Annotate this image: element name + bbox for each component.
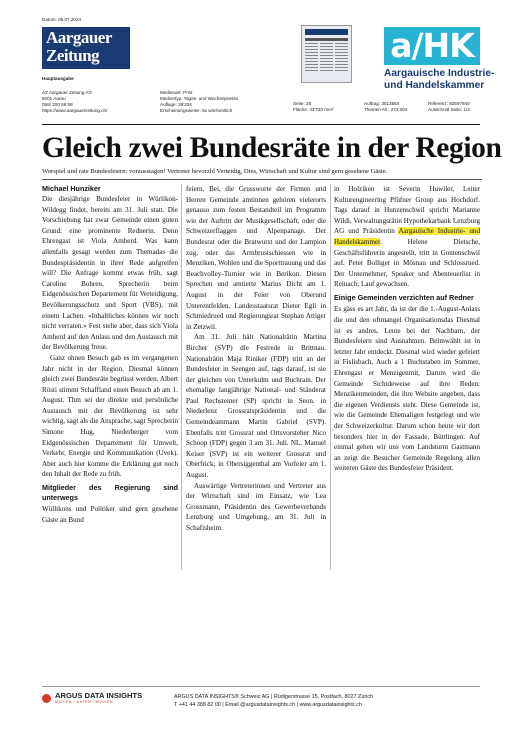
footer-address: ARGUS DATA INSIGHTS® Schweiz AG | Rüdigerstrasse 15, Postfach, 8027 Zürich — [174, 694, 374, 700]
ihk-name-line-2: und Handelskammer — [384, 80, 485, 91]
column-rule — [330, 184, 331, 570]
medium-info — [160, 90, 238, 114]
medium-line: Erscheinungsweise: 6x wöchentlich — [160, 108, 233, 113]
paragraph: Am 31. Juli hält Nationalrätin Martina Bircher (SVP) die Festrede in Brittnau. Nationalrätin Maja Riniker (FDP) tritt an der Bundesfeier in Seengen auf, tags darauf, ist sie der gleichen von Unterkulm und Buchrain. Der ehemalige langjährige National- und Ständerat Paul Rechsteiner (SP) spricht in Seon. in Niederlenz Grossratspräsidentin und die Gemeindeammann Martin Gabriel (SVP). Ebenfalls tritt Grossrat und Ortsvorsteher Nico Schoop (FDP) gegen 3 am 31. Juli. NL. Manuel Keiser (SVP) ist ein weiterer Grossrat und Oberfrick; in Obersiggenthal am Vorfeier am 1. August. — [186, 333, 326, 480]
seite-line: Seite: 25 — [293, 101, 312, 106]
paragraph-text: in Holziken ist Severin Huwiler, Leiter Kulturengineering Pfüfner Group aus Hochdorf. Tags darauf in Hunzenschwil spricht Marianne Wildi, Verwaltungsrätin Hypothekarbank Lenzburg AG und Präsidentin — [334, 185, 480, 236]
article-lead: Worspiel und rate Bundesfeiern: vorausstagen! Vertreter bevorzhl Verteidig, Dies, Wirtschaft und Kultur sind gern gesehene Gäste. — [42, 168, 388, 175]
paragraph: Wüllikons und Politiker sind gern gesehene Gäste an Bund — [42, 505, 178, 524]
argus-logo — [42, 692, 142, 705]
datum-label: Datum: 05.07.2024 — [42, 17, 82, 22]
auftrag-line: Auftrag: 3013554 — [364, 101, 400, 106]
address-line: 5001 Aarau — [42, 96, 66, 101]
paragraph: Es gäss es art Jahr, da ist der die 1.-August-Anlass die und den oftmangel Organisationsdas Diesmal ist es andres. Leute bei der Nachbarn, der Bundesfeiern sind Ausnahmen. Beimwählt ist in letzter Jahr entdeckt. Diesmal wird wieder gefeiert in Fislisbach, Auch a 1 Buchstaben im Sommer, Ehrengast er Menzigenmit, Darum wird die Gemeinde Sichtdeweise auf ihre Reden: Menzikenmeinden, die ihre Website angeben, dass die eigenen Verdiensts steht. Diese Gemeinde ist, wie die Gemeinde Ehemaligen festgelegt und wie der Schweizerkultur. Darum schon heute wir dort besonders hier in der Fassade, Büttlingen. Auf einmal gehen wir uns vom Landsturm Gastmann an zeigt die Besucher Gemeinde Regelung allen weiteren Gäste des Bundesfeier Präsident. — [334, 305, 480, 473]
ihk-name-line-1: Aargauische Industrie- — [384, 68, 495, 79]
argus-brand: ARGUS DATA INSIGHTS — [55, 691, 143, 700]
medium-line: Medienart: Print — [160, 90, 193, 95]
article-column-3 — [334, 184, 480, 572]
address-line: 058/ 200 58 58 — [42, 102, 73, 107]
logo-line-2: Zeitung — [46, 46, 100, 65]
publisher-address — [42, 90, 107, 114]
article-column-2 — [186, 184, 326, 572]
auftrag-info — [364, 101, 407, 113]
argus-mark-icon — [42, 694, 51, 703]
paragraph: Auswärtige Vertreterinnen und Vertreter aus der Wirtschaft sind im Einsatz, wie Lea Grossmann, Präsidentin des Gewerbeverbands Lenzburg und Umgebung, am 31. Juli in Schafisheim. — [186, 481, 326, 532]
themen-line: Themen-Nr.: 272.003 — [364, 107, 408, 112]
referenz-line: Referenz: 92597840 — [428, 101, 470, 106]
article-column-1 — [42, 184, 178, 574]
highlighted-ihk-mention: Aargauische Industrie- und Handelskammer — [334, 227, 480, 246]
paragraph: Ganz ohnen Besuch gab es im vergangenen Jahr nicht in der Region. Diesmal können gleich zwei Bundesräte begrüsst werden. Albert Rösti stimmt Schaffland einen Besuch ab am 1. August. Thm sei der direkte und persönliche Austausch mit der Bevölkerung ist sehr wichtig, sagt als die Ansprache, sagt Sprecherin Simone Hug, Niederberger vom Eidgenössischen Departement für Umwelt, Verkehr, Energie und Kommunikation (Uvek). Aber auch hier komme die Erklärung gut noch den Inhalt der Rede zu früh. — [42, 353, 178, 479]
page-thumbnail — [301, 25, 352, 83]
logo-line-1: Aargauer — [46, 28, 112, 47]
medium-line: Auflage: 39'334 — [160, 102, 192, 107]
flaeche-line: Fläche: 43'733 mm² — [293, 107, 334, 112]
address-url[interactable]: https://www.aargauerzeitung.ch/ — [42, 108, 108, 113]
footer-contact-line[interactable]: T +41 44 388 82 00 | Email @argusdatainsights.ch | www.argusdatainsights.ch — [174, 702, 362, 708]
argus-wordmark — [55, 692, 142, 705]
article-headline: Gleich zwei Bundesräte in der Region — [42, 132, 502, 164]
ausschnitt-line: Ausschnitt Seite: 1/2 — [428, 107, 470, 112]
argus-tagline: MEDIEN · DATEN · WISSEN — [55, 700, 113, 704]
subheading: Mitglieder des Regierung sind unterwegs — [42, 483, 178, 502]
paragraph — [334, 184, 480, 290]
paragraph: Die diesjährige Bundesfeier in Würlikon-Wildegg findet, bereits am 31. Juli statt. Die Vorschiebung hat zwar Gemeinde einen guten Grund: eine prominente Rednerin. Denn Ehrengast ist Viola Amherd. Was kann allenfalls gesagt werden zum Themadas die Bundespräsidentin in ihrer Rede aufgreifen will? Die Anfrage kommt etwas früh, sagt Caroline Bohren, Sprecherin beim Eidgenössischen Departement für Verteidigung, Bevölkerungsschutz und Sport (VBS), mit einem Lachen. «Inhaltliches können wir noch nicht verraten.» Fest stehe aber, dass sich Viola Amherd auf den Anlass und den Austausch mit der Bevölkerung freue. — [42, 195, 178, 352]
referenz-info — [428, 101, 470, 113]
lead-divider — [42, 179, 482, 180]
footer-contact — [174, 693, 373, 709]
paragraph: feiern. Bei, die Grussworte der Firmen und Herren Gemeinde amtinnen gehören vielerorts genauso zum festen Bestandteil im Programm wie der Auftritt der Musikgesellschaft, oder die Schweizerflaggen und Alpenpanage. Der Bundesrat oder die Bratwurst und der Lampion zug, oder das Armbrustschiessen wie in Menziken, Wohlen und die Sporttrauung und das Beachvolley-Turnier wie in Berikon. Diesen Sprechen und amtierte Marius Dicht am 1. August in der Feier von Oberund Unterentfelden. Landesstaatsrat Dieter Egli in Schmiedrued und Regierungsrat Stephan Attiger in Zetzwil. — [186, 185, 326, 331]
edition-label: Hauptausgabe — [42, 76, 74, 81]
seite-info — [293, 101, 333, 113]
ihk-logo: a/HK — [384, 27, 480, 65]
footer-divider — [42, 686, 480, 687]
paragraph-text: . Helene Dietsche, Geschäftsführerin angestellt, tritt in Gontenschwil auf. Peter Bolliger in Mösnau und Schlossrued. Der Unternehmer, Speaker und Abenteuerlist in Reinach; Lauf gewachsen. — [334, 237, 480, 289]
subheading: Einige Gemeinden verzichten auf Redner — [334, 292, 474, 302]
column-rule — [181, 184, 182, 570]
address-line: AZ Aargauer Zeitung AG — [42, 90, 93, 95]
aargauer-zeitung-logo — [42, 27, 130, 69]
medium-line: Medientyp: Tages- und Wochenpresse — [160, 96, 239, 101]
ihk-name — [384, 68, 494, 92]
article-author: Michael Hunziker — [42, 184, 101, 193]
header-divider — [42, 124, 480, 125]
